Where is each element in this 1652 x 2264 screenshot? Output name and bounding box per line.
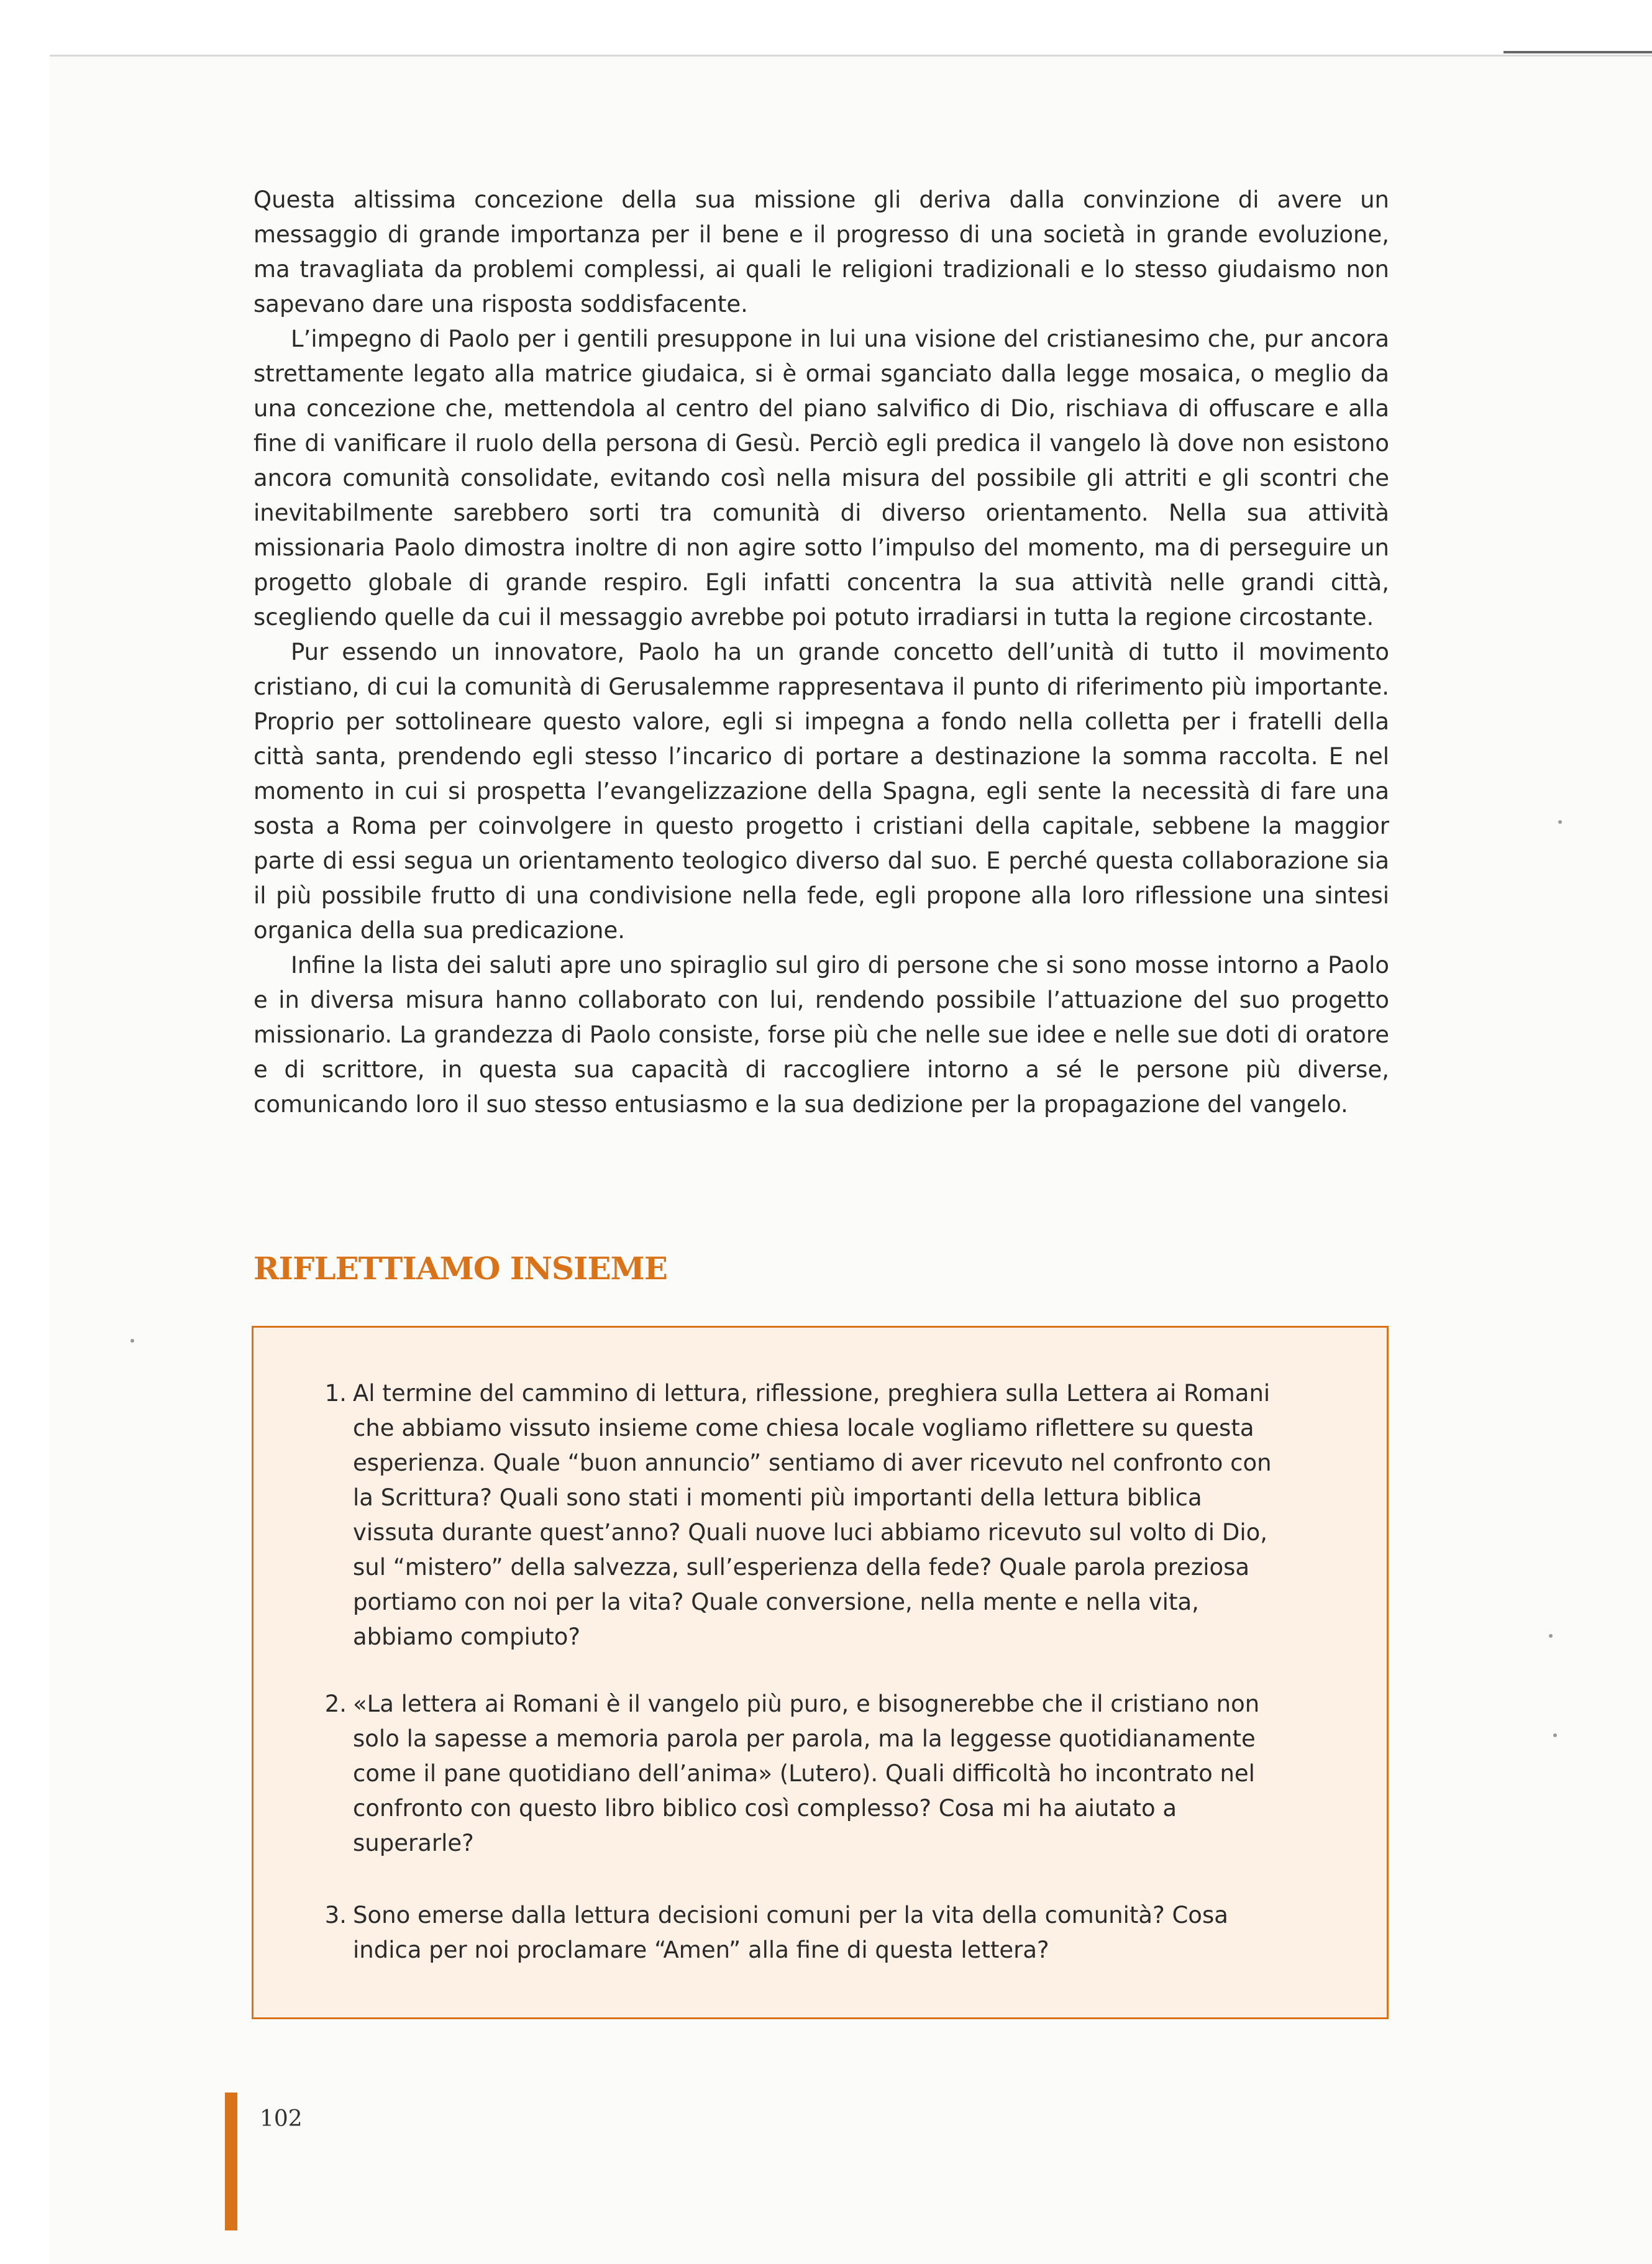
reflection-box	[252, 1326, 1389, 2019]
question-number: 1.	[324, 1380, 347, 1407]
question-number: 3.	[324, 1902, 347, 1929]
page-number-bar	[225, 2093, 237, 2230]
question-item	[324, 1376, 1272, 1655]
paragraph: L’impegno di Paolo per i gentili presuppone in lui una visione del cristianesimo che, pur ancora strettamente legato alla matrice giudaica, si è ormai sganciato dalla legge mosaica, o meglio da una concezione che, mettendola al centro del piano salvifico di Dio, rischiava di offuscare e alla fine di vanificare il ruolo della persona di Gesù. Perciò egli predica il vangelo là dove non esistono ancora comunità consolidate, evitando così nella misura del possibile gli attriti e gli scontri che inevitabilmente sarebbero sorti tra comunità di diverso orientamento. Nella sua attività missionaria Paolo dimostra inoltre di non agire sotto l’impulso del momento, ma di perseguire un progetto globale di grande respiro. Egli infatti concentra la sua attività nelle grandi città, scegliendo quelle da cui il messaggio avrebbe poi potuto irradiarsi in tutta la regione circostante.	[253, 326, 1389, 631]
section-title: RIFLETTIAMO INSIEME	[253, 1250, 667, 1287]
paragraph: Pur essendo un innovatore, Paolo ha un grande concetto dell’unità di tutto il movimento cristiano, di cui la comunità di Gerusalemme rappresentava il punto di riferimento più importante. Proprio per sottolineare questo valore, egli si impegna a fondo nella colletta per i fratelli della città santa, prendendo egli stesso l’incarico di portare a destinazione la somma raccolta. E nel momento in cui si prospetta l’evangelizzazione della Spagna, egli sente la necessità di fare una sosta a Roma per coinvolgere in questo progetto i cristiani della capitale, sebbene la maggior parte di essi segua un orientamento teologico diverso dal suo. E perché questa collaborazione sia il più possibile frutto di una condivisione nella fede, egli propone alla loro riflessione una sintesi organica della sua predicazione.	[253, 639, 1389, 944]
question-text: Al termine del cammino di lettura, riflessione, preghiera sulla Lettera ai Romani che abbiamo vissuto insieme come chiesa locale vogliamo riflettere su questa esperienza. Quale “buon annuncio” sentiamo di aver ricevuto nel confronto con la Scrittura? Quali sono stati i momenti più importanti della lettura biblica vissuta durante quest’anno? Quali nuove luci abbiamo ricevuto sul volto di Dio, sul “mistero” della salvezza, sull’esperienza della fede? Quale parola preziosa portiamo con noi per la vita? Quale conversione, nella mente e nella vita, abbiamo compiuto?	[353, 1380, 1272, 1650]
scan-speck	[130, 1339, 134, 1343]
paragraph: Infine la lista dei saluti apre uno spiraglio sul giro di persone che si sono mosse intorno a Paolo e in diversa misura hanno collaborato con lui, rendendo possibile l’attuazione del suo progetto missionario. La grandezza di Paolo consiste, forse più che nelle sue idee e nelle sue doti di oratore e di scrittore, in questa sua capacità di raccogliere intorno a sé le persone più diverse, comunicando loro il suo stesso entusiasmo e la sua dedizione per la propagazione del vangelo.	[253, 952, 1389, 1118]
scan-speck	[1549, 1634, 1553, 1638]
scan-speck	[1553, 1733, 1557, 1737]
question-item	[324, 1898, 1272, 1968]
body-text	[253, 183, 1389, 1122]
question-text: Sono emerse dalla lettura decisioni comuni per la vita della comunità? Cosa indica per noi proclamare “Amen” alla fine di questa lettera?	[353, 1902, 1228, 1963]
question-number: 2.	[324, 1691, 347, 1717]
question-text: «La lettera ai Romani è il vangelo più puro, e bisognerebbe che il cristiano non solo la sapesse a memoria parola per parola, ma la leggesse quotidianamente come il pane quotidiano dell’anima» (Lutero). Quali difficoltà ho incontrato nel confronto con questo libro biblico così complesso? Cosa mi ha aiutato a superarle?	[353, 1691, 1260, 1856]
page-edge-mark	[1504, 51, 1652, 53]
scan-speck	[1558, 820, 1562, 824]
paragraph: Questa altissima concezione della sua missione gli deriva dalla convinzione di avere un messaggio di grande importanza per il bene e il progresso di una società in grande evoluzione, ma travagliata da problemi complessi, ai quali le religioni tradizionali e lo stesso giudaismo non sapevano dare una risposta soddisfacente.	[253, 186, 1389, 317]
page-number: 102	[260, 2106, 303, 2132]
question-item	[324, 1687, 1272, 1861]
